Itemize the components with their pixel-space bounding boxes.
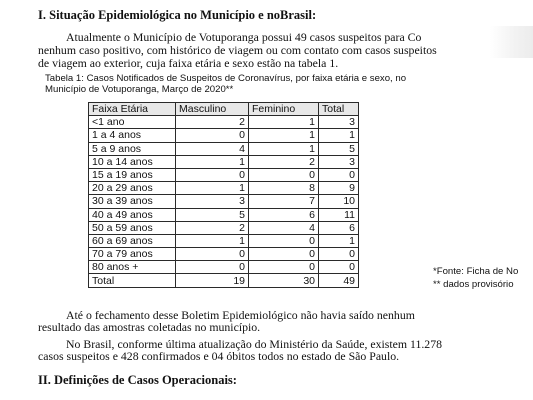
header-total: Total: [319, 103, 359, 116]
table-total-row: [89, 274, 359, 287]
table-caption-line-2: Município de Votuporanga, Março de 2020**: [45, 84, 234, 95]
cell-male: 1: [176, 234, 249, 247]
cell-female: 0: [249, 248, 319, 261]
cell-total: 1: [319, 234, 359, 247]
cell-female: 0: [249, 168, 319, 181]
intro-line-3: de viagem ao exterior, cuja faixa etária e sexo estão na tabela 1.: [38, 56, 339, 70]
cell-age: <1 ano: [89, 116, 176, 129]
cell-male: 2: [176, 116, 249, 129]
table-row: [89, 182, 359, 195]
table-row: [89, 168, 359, 181]
cell-age: 15 a 19 anos: [89, 168, 176, 181]
cell-total: 5: [319, 142, 359, 155]
note-source: *Fonte: Ficha de No: [433, 266, 519, 277]
cell-male: 4: [176, 142, 249, 155]
cell-male: 0: [176, 248, 249, 261]
cell-total: 11: [319, 208, 359, 221]
cell-total: 3: [319, 116, 359, 129]
para2-line-1: Até o fechamento desse Boletim Epidemiológico não havia saído nenhum: [66, 308, 415, 322]
cell-female: 0: [249, 234, 319, 247]
para3-line-1: No Brasil, conforme última atualização do Ministério da Saúde, existem 11.278: [66, 337, 442, 351]
para2-line-2: resultado das amostras coletadas no município.: [38, 320, 261, 334]
cell-total: 10: [319, 195, 359, 208]
cell-age: 5 a 9 anos: [89, 142, 176, 155]
table-row: [89, 142, 359, 155]
cell-total: 0: [319, 168, 359, 181]
cell-female: 1: [249, 116, 319, 129]
table-row: [89, 248, 359, 261]
cell-female: 7: [249, 195, 319, 208]
table-row: [89, 234, 359, 247]
cell-age: 10 a 14 anos: [89, 155, 176, 168]
header-age-group: Faixa Etária: [89, 103, 176, 116]
cell-age: 70 a 79 anos: [89, 248, 176, 261]
table-caption-line-1: Tabela 1: Casos Notificados de Suspeitos de Coronavírus, por faixa etária e sexo, no: [45, 73, 407, 84]
section-heading: I. Situação Epidemiológica no Município e noBrasil:: [38, 8, 317, 22]
total-female: 30: [249, 274, 319, 287]
table-row: [89, 155, 359, 168]
table-row: [89, 221, 359, 234]
cell-female: 8: [249, 182, 319, 195]
section-heading-2: II. Definições de Casos Operacionais:: [38, 373, 237, 387]
para3-line-2: casos suspeitos e 428 confirmados e 04 óbitos todos no estado de São Paulo.: [38, 349, 400, 363]
cell-age: 60 a 69 anos: [89, 234, 176, 247]
table-row: [89, 116, 359, 129]
table-row: [89, 208, 359, 221]
table-header-row: [89, 103, 359, 116]
cell-female: 1: [249, 129, 319, 142]
cell-male: 5: [176, 208, 249, 221]
cell-age: 20 a 29 anos: [89, 182, 176, 195]
cell-age: 30 a 39 anos: [89, 195, 176, 208]
table-row: [89, 129, 359, 142]
cell-female: 0: [249, 261, 319, 274]
cases-table: [88, 102, 359, 288]
cell-age: 1 a 4 anos: [89, 129, 176, 142]
cell-total: 1: [319, 129, 359, 142]
total-male: 19: [176, 274, 249, 287]
cell-total: 0: [319, 248, 359, 261]
total-label: Total: [89, 274, 176, 287]
cell-male: 1: [176, 155, 249, 168]
intro-line-2: nenhum caso positivo, com histórico de viagem ou com contato com casos suspeitos: [38, 43, 437, 57]
table-row: [89, 195, 359, 208]
cell-age: 50 a 59 anos: [89, 221, 176, 234]
cell-female: 1: [249, 142, 319, 155]
cell-total: 6: [319, 221, 359, 234]
cell-male: 0: [176, 261, 249, 274]
margin-stamp: [490, 26, 533, 58]
cell-female: 4: [249, 221, 319, 234]
cell-age: 80 anos +: [89, 261, 176, 274]
header-female: Feminino: [249, 103, 319, 116]
cell-female: 6: [249, 208, 319, 221]
intro-line-1: Atualmente o Município de Votuporanga possui 49 casos suspeitos para Co: [66, 30, 422, 44]
note-provisional: ** dados provisório: [433, 279, 514, 290]
cell-male: 3: [176, 195, 249, 208]
cell-male: 0: [176, 168, 249, 181]
table-row: [89, 261, 359, 274]
cell-age: 40 a 49 anos: [89, 208, 176, 221]
total-all: 49: [319, 274, 359, 287]
cell-male: 0: [176, 129, 249, 142]
cell-female: 2: [249, 155, 319, 168]
cell-total: 3: [319, 155, 359, 168]
cell-total: 0: [319, 261, 359, 274]
header-male: Masculino: [176, 103, 249, 116]
cell-male: 2: [176, 221, 249, 234]
cell-total: 9: [319, 182, 359, 195]
cell-male: 1: [176, 182, 249, 195]
